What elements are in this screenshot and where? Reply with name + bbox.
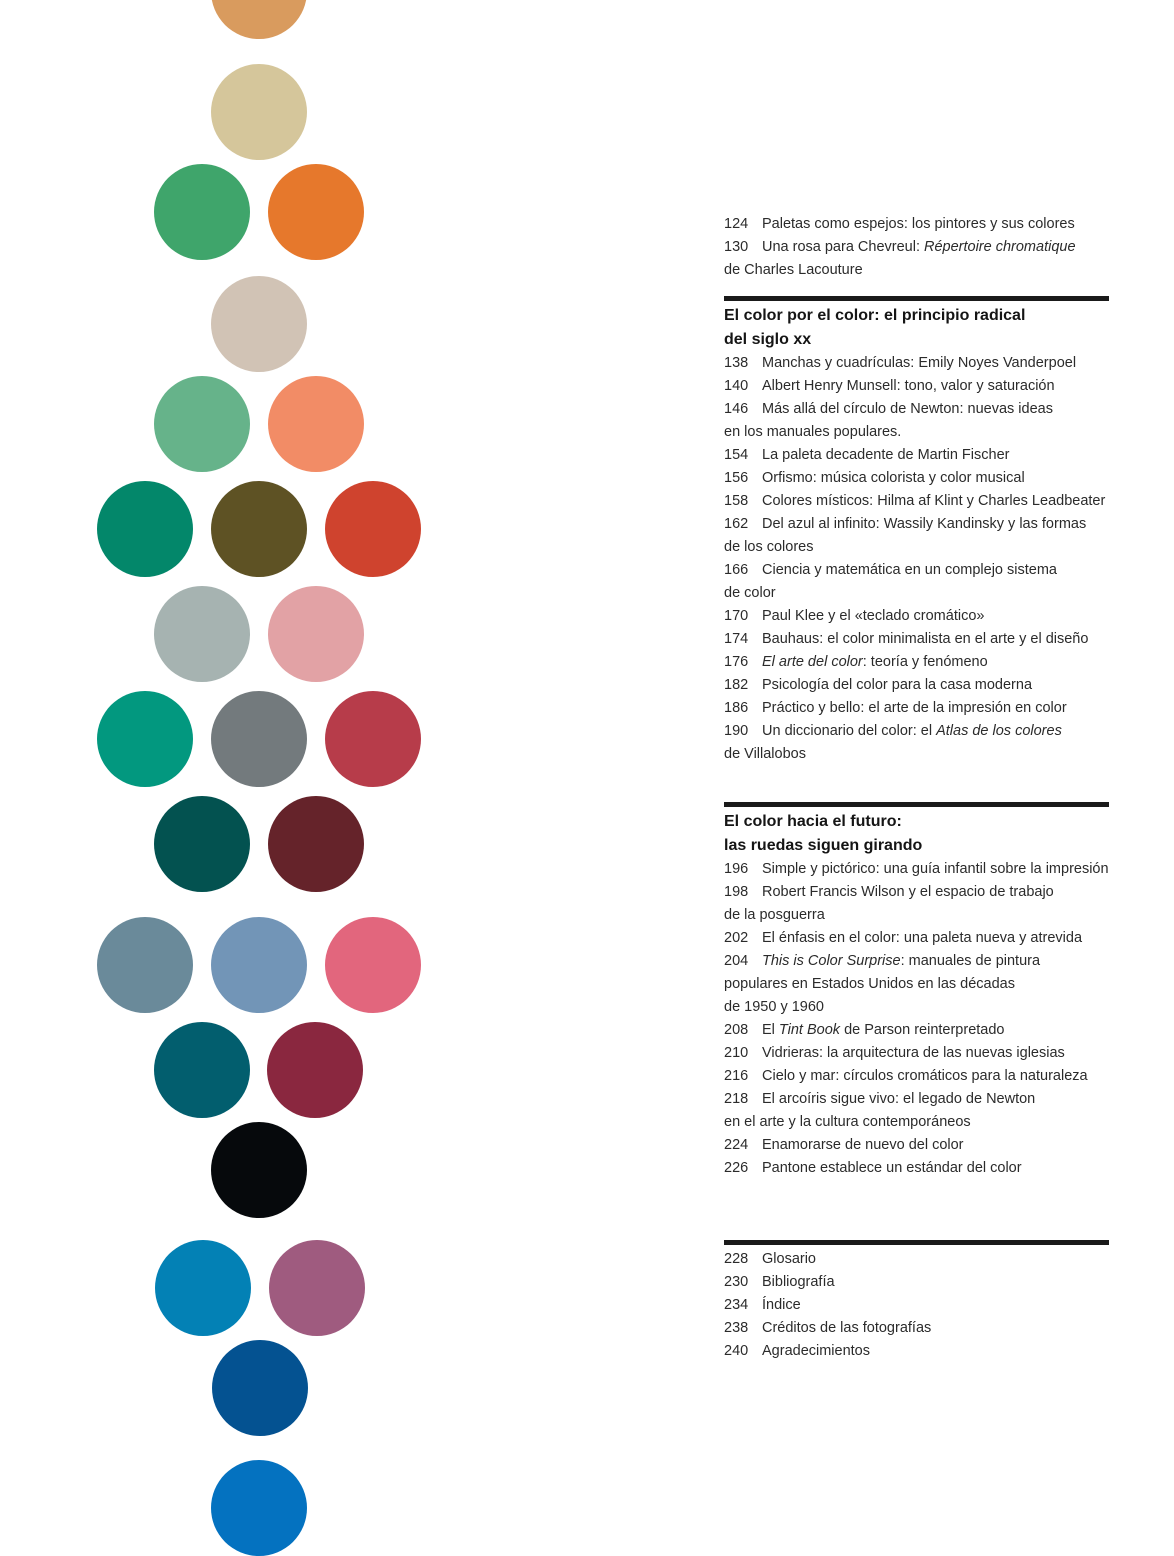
page-number: 202 bbox=[724, 930, 749, 946]
page-number: 146 bbox=[724, 401, 749, 417]
swatch bbox=[268, 376, 364, 472]
page-number: 174 bbox=[724, 631, 749, 647]
toc-entry[interactable] bbox=[724, 881, 1110, 904]
swatch bbox=[211, 1460, 307, 1556]
swatch bbox=[154, 164, 250, 260]
entry-title: Bauhaus: el color minimalista en el arte y el diseño bbox=[762, 631, 1089, 647]
page-number: 226 bbox=[724, 1160, 749, 1176]
page-number: 234 bbox=[724, 1297, 749, 1313]
toc-entry[interactable] bbox=[724, 1134, 1110, 1157]
entry-title: Colores místicos: Hilma af Klint y Charles Leadbeater bbox=[762, 493, 1106, 509]
swatch bbox=[154, 1022, 250, 1118]
entry-continuation: en los manuales populares. bbox=[724, 424, 902, 440]
page-number: 154 bbox=[724, 447, 749, 463]
swatch bbox=[97, 481, 193, 577]
page-number: 190 bbox=[724, 723, 749, 739]
entry-title: Paletas como espejos: los pintores y sus colores bbox=[762, 216, 1075, 232]
section-rule bbox=[724, 1240, 1109, 1245]
toc-entry[interactable] bbox=[724, 1340, 1110, 1363]
swatch bbox=[211, 1122, 307, 1218]
toc-entry[interactable] bbox=[724, 858, 1110, 881]
toc-entry[interactable] bbox=[724, 352, 1110, 375]
toc-entry[interactable] bbox=[724, 513, 1110, 536]
swatch bbox=[268, 164, 364, 260]
page-number: 158 bbox=[724, 493, 749, 509]
swatch bbox=[211, 691, 307, 787]
swatch bbox=[154, 376, 250, 472]
entry-title: Índice bbox=[762, 1297, 801, 1313]
entry-continuation: de color bbox=[724, 585, 776, 601]
entry-title: Manchas y cuadrículas: Emily Noyes Vanderpoel bbox=[762, 355, 1077, 371]
toc-section-1 bbox=[724, 304, 1110, 766]
toc-entry[interactable] bbox=[724, 697, 1110, 720]
entry-title: El Tint Book de Parson reinterpretado bbox=[762, 1022, 1005, 1038]
toc-list bbox=[724, 858, 1110, 1180]
toc-entry[interactable] bbox=[724, 1088, 1110, 1111]
page-number: 140 bbox=[724, 378, 749, 394]
toc-entry[interactable] bbox=[724, 1294, 1110, 1317]
swatch bbox=[325, 691, 421, 787]
page-number: 124 bbox=[724, 216, 749, 232]
toc-entry[interactable] bbox=[724, 628, 1110, 651]
swatch bbox=[268, 796, 364, 892]
entry-title: This is Color Surprise: manuales de pintura bbox=[762, 953, 1041, 969]
swatch bbox=[267, 1022, 363, 1118]
swatch bbox=[154, 586, 250, 682]
page-number: 138 bbox=[724, 355, 749, 371]
toc-entry[interactable] bbox=[724, 559, 1110, 582]
toc-top-entries bbox=[724, 213, 1110, 282]
entry-title: Más allá del círculo de Newton: nuevas ideas bbox=[762, 401, 1053, 417]
page-number: 176 bbox=[724, 654, 749, 670]
toc-entry[interactable] bbox=[724, 674, 1110, 697]
toc-entry[interactable] bbox=[724, 1248, 1110, 1271]
swatch bbox=[268, 586, 364, 682]
toc-entry[interactable] bbox=[724, 375, 1110, 398]
page-number: 204 bbox=[724, 953, 749, 969]
entry-title: Albert Henry Munsell: tono, valor y saturación bbox=[762, 378, 1055, 394]
entry-title: El arcoíris sigue vivo: el legado de Newton bbox=[762, 1091, 1036, 1107]
toc-entry[interactable] bbox=[724, 213, 1110, 236]
swatch bbox=[325, 917, 421, 1013]
entry-title: Un diccionario del color: el Atlas de los colores bbox=[762, 723, 1062, 739]
page-number: 208 bbox=[724, 1022, 749, 1038]
entry-title: Paul Klee y el «teclado cromático» bbox=[762, 608, 985, 624]
entry-continuation: en el arte y la cultura contemporáneos bbox=[724, 1114, 971, 1130]
entry-title: Agradecimientos bbox=[762, 1343, 870, 1359]
entry-continuation: de los colores bbox=[724, 539, 814, 555]
toc-entry[interactable] bbox=[724, 1042, 1110, 1065]
entry-title: Pantone establece un estándar del color bbox=[762, 1160, 1022, 1176]
toc-entry[interactable] bbox=[724, 1271, 1110, 1294]
toc-entry[interactable] bbox=[724, 950, 1110, 973]
toc-entry[interactable] bbox=[724, 1019, 1110, 1042]
entry-title: El énfasis en el color: una paleta nueva y atrevida bbox=[762, 930, 1083, 946]
swatch bbox=[325, 481, 421, 577]
section-heading: El color por el color: el principio radical bbox=[724, 307, 1026, 324]
toc-entry[interactable] bbox=[724, 444, 1110, 467]
toc-back-matter bbox=[724, 1248, 1110, 1363]
swatch bbox=[212, 1340, 308, 1436]
entry-title: Robert Francis Wilson y el espacio de trabajo bbox=[762, 884, 1054, 900]
section-heading: las ruedas siguen girando bbox=[724, 837, 923, 854]
entry-title: Glosario bbox=[762, 1251, 816, 1267]
page-number: 170 bbox=[724, 608, 749, 624]
swatch bbox=[211, 276, 307, 372]
entry-title: Práctico y bello: el arte de la impresión en color bbox=[762, 700, 1067, 716]
page-number: 166 bbox=[724, 562, 749, 578]
page-number: 182 bbox=[724, 677, 749, 693]
swatch bbox=[97, 691, 193, 787]
page-number: 156 bbox=[724, 470, 749, 486]
toc-entry[interactable] bbox=[724, 398, 1110, 421]
toc-entry[interactable] bbox=[724, 605, 1110, 628]
page-number: 230 bbox=[724, 1274, 749, 1290]
toc-section-2 bbox=[724, 810, 1110, 1180]
entry-title: Enamorarse de nuevo del color bbox=[762, 1137, 964, 1153]
section-rule bbox=[724, 802, 1109, 807]
entry-title: Psicología del color para la casa moderna bbox=[762, 677, 1033, 693]
page-number: 130 bbox=[724, 239, 749, 255]
toc-entry[interactable] bbox=[724, 720, 1110, 743]
page-number: 228 bbox=[724, 1251, 749, 1267]
toc-entry[interactable] bbox=[724, 490, 1110, 513]
swatch bbox=[154, 796, 250, 892]
page-number: 186 bbox=[724, 700, 749, 716]
page-number: 162 bbox=[724, 516, 749, 532]
entry-title: La paleta decadente de Martin Fischer bbox=[762, 447, 1010, 463]
section-rule bbox=[724, 296, 1109, 301]
entry-title: Una rosa para Chevreul: Répertoire chromatique bbox=[762, 239, 1076, 255]
entry-continuation: de 1950 y 1960 bbox=[724, 999, 824, 1015]
toc-entry[interactable] bbox=[724, 236, 1110, 259]
page-number: 198 bbox=[724, 884, 749, 900]
toc-list bbox=[724, 1248, 1110, 1363]
entry-title: Ciencia y matemática en un complejo sistema bbox=[762, 562, 1057, 578]
entry-continuation: de Villalobos bbox=[724, 746, 806, 762]
section-heading: El color hacia el futuro: bbox=[724, 813, 902, 830]
entry-continuation: populares en Estados Unidos en las décadas bbox=[724, 976, 1015, 992]
swatch bbox=[97, 917, 193, 1013]
entry-title: Orfismo: música colorista y color musical bbox=[762, 470, 1025, 486]
swatch bbox=[211, 64, 307, 160]
swatch bbox=[155, 1240, 251, 1336]
swatch bbox=[211, 917, 307, 1013]
entry-continuation: de la posguerra bbox=[724, 907, 825, 923]
entry-continuation: de Charles Lacouture bbox=[724, 262, 863, 278]
entry-title: Cielo y mar: círculos cromáticos para la naturaleza bbox=[762, 1068, 1088, 1084]
section-heading: del siglo xx bbox=[724, 331, 812, 348]
toc-entry[interactable] bbox=[724, 467, 1110, 490]
swatch bbox=[211, 0, 307, 39]
page-number: 210 bbox=[724, 1045, 749, 1061]
toc-entry[interactable] bbox=[724, 1157, 1110, 1180]
page-number: 216 bbox=[724, 1068, 749, 1084]
entry-title: Bibliografía bbox=[762, 1274, 835, 1290]
toc-entry[interactable] bbox=[724, 651, 1110, 674]
page-number: 224 bbox=[724, 1137, 749, 1153]
entry-title: Créditos de las fotografías bbox=[762, 1320, 932, 1336]
page-number: 240 bbox=[724, 1343, 749, 1359]
entry-title: El arte del color: teoría y fenómeno bbox=[762, 654, 988, 670]
toc-entry[interactable] bbox=[724, 1065, 1110, 1088]
entry-title: Simple y pictórico: una guía infantil sobre la impresión bbox=[762, 861, 1109, 877]
page-number: 218 bbox=[724, 1091, 749, 1107]
entry-title: Vidrieras: la arquitectura de las nuevas iglesias bbox=[762, 1045, 1065, 1061]
page-number: 238 bbox=[724, 1320, 749, 1336]
swatch bbox=[211, 481, 307, 577]
toc-entry[interactable] bbox=[724, 1317, 1110, 1340]
swatch bbox=[269, 1240, 365, 1336]
toc-entry[interactable] bbox=[724, 927, 1110, 950]
page-number: 196 bbox=[724, 861, 749, 877]
entry-title: Del azul al infinito: Wassily Kandinsky y las formas bbox=[762, 516, 1087, 532]
toc-list bbox=[724, 352, 1110, 766]
